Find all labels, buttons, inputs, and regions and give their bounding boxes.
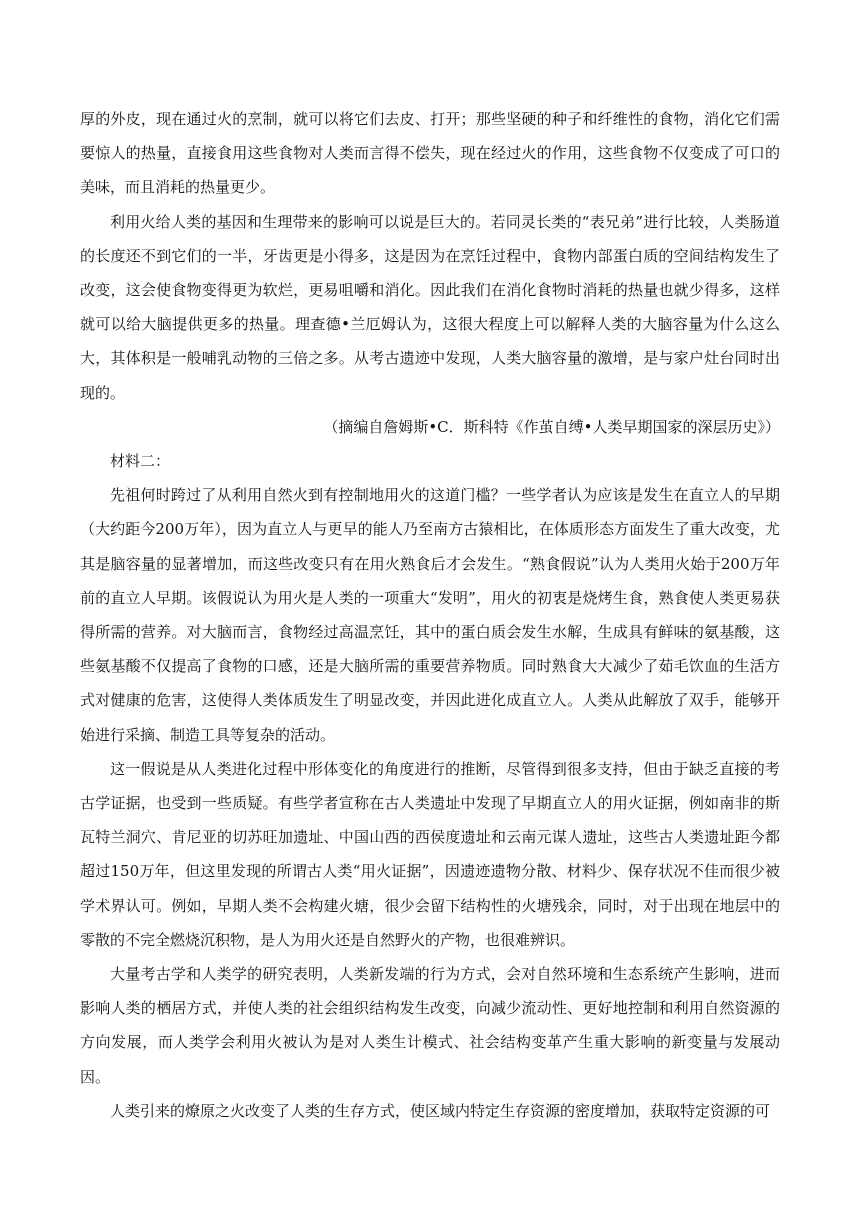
material-two-label: 材料二： bbox=[110, 452, 171, 471]
paragraph-evidence-doubts: 这一假说是从人类进化过程中形体变化的角度进行的推断，尽管得到很多支持，但由于缺乏直接的考古学证据，也受到一些质疑。有些学者宣称在古人类遗址中发现了早期直立人的用火证据，例如南非的斯瓦特兰洞穴、肯尼亚的切苏旺加遗址、中国山西的西侯度遗址和云南元谋人遗址，这些古人类遗址距今都超过150万年，但这里发现的所谓古人类“用火证据”，因遗迹遗物分散、材料少、保存状况不佳而很少被学术界认可。例如，早期人类不会构建火塘，很少会留下结构性的火塘残余，同时，对于出现在地层中的零散的不完全燃烧沉积物，是人为用火还是自然野火的产物，也很难辨识。 bbox=[80, 759, 780, 949]
paragraph-fire-physiology: 利用火给人类的基因和生理带来的影响可以说是巨大的。若同灵长类的“表兄弟”进行比较，人类肠道的长度还不到它们的一半，牙齿更是小得多，这是因为在烹饪过程中，食物内部蛋白质的空间结构发生了改变，这会使食物变得更为软烂，更易咀嚼和消化。因此我们在消化食物时消耗的热量也就少得多，这样就可以给大脑提供更多的热量。理查德•兰厄姆认为，这很大程度上可以解释人类的大脑容量为什么这么大，其体积是一般哺乳动物的三倍之多。从考古遗迹中发现，人类大脑容量的激增，是与家户灶台同时出现的。 bbox=[80, 212, 780, 402]
source-citation: （摘编自詹姆斯•C．斯科特《作茧自缚•人类早期国家的深层历史》） bbox=[323, 417, 780, 436]
paragraph-behavior-impact: 大量考古学和人类学的研究表明，人类新发端的行为方式，会对自然环境和生态系统产生影响，进而影响人类的栖居方式，并使人类的社会组织结构发生改变，向减少流动性、更好地控制和利用自然资源的方向发展，而人类学会利用火被认为是对人类生计模式、社会结构变革产生重大影响的新变量与发展动因。 bbox=[80, 965, 780, 1086]
paragraph-resource-density: 人类引来的燎原之火改变了人类的生存方式，使区域内特定生存资源的密度增加，获取特定资源的可 bbox=[110, 1101, 771, 1120]
paragraph-cooking-hypothesis: 先祖何时跨过了从利用自然火到有控制地用火的这道门槛？一些学者认为应该是发生在直立人的早期（大约距今200万年），因为直立人与更早的能人乃至南方古猿相比，在体质形态方面发生了重大改变，尤其是脑容量的显著增加，而这些改变只有在用火熟食后才会发生。“熟食假说”认为人类用火始于200万年前的直立人早期。该假说认为用火是人类的一项重大“发明”，用火的初衷是烧烤生食，熟食使人类更易获得所需的营养。对大脑而言，食物经过高温烹饪，其中的蛋白质会发生水解，生成具有鲜味的氨基酸，这些氨基酸不仅提高了食物的口感，还是大脑所需的重要营养物质。同时熟食大大减少了茹毛饮血的生活方式对健康的危害，这使得人类体质发生了明显改变，并因此进化成直立人。人类从此解放了双手，能够开始进行采摘、制造工具等复杂的活动。 bbox=[80, 486, 780, 744]
paragraph-continued: 厚的外皮，现在通过火的烹制，就可以将它们去皮、打开；那些坚硬的种子和纤维性的食物，消化它们需要惊人的热量，直接食用这些食物对人类而言得不偿失，现在经过火的作用，这些食物不仅变成了可口的美味，而且消耗的热量更少。 bbox=[80, 110, 780, 197]
document-page bbox=[80, 102, 780, 1128]
